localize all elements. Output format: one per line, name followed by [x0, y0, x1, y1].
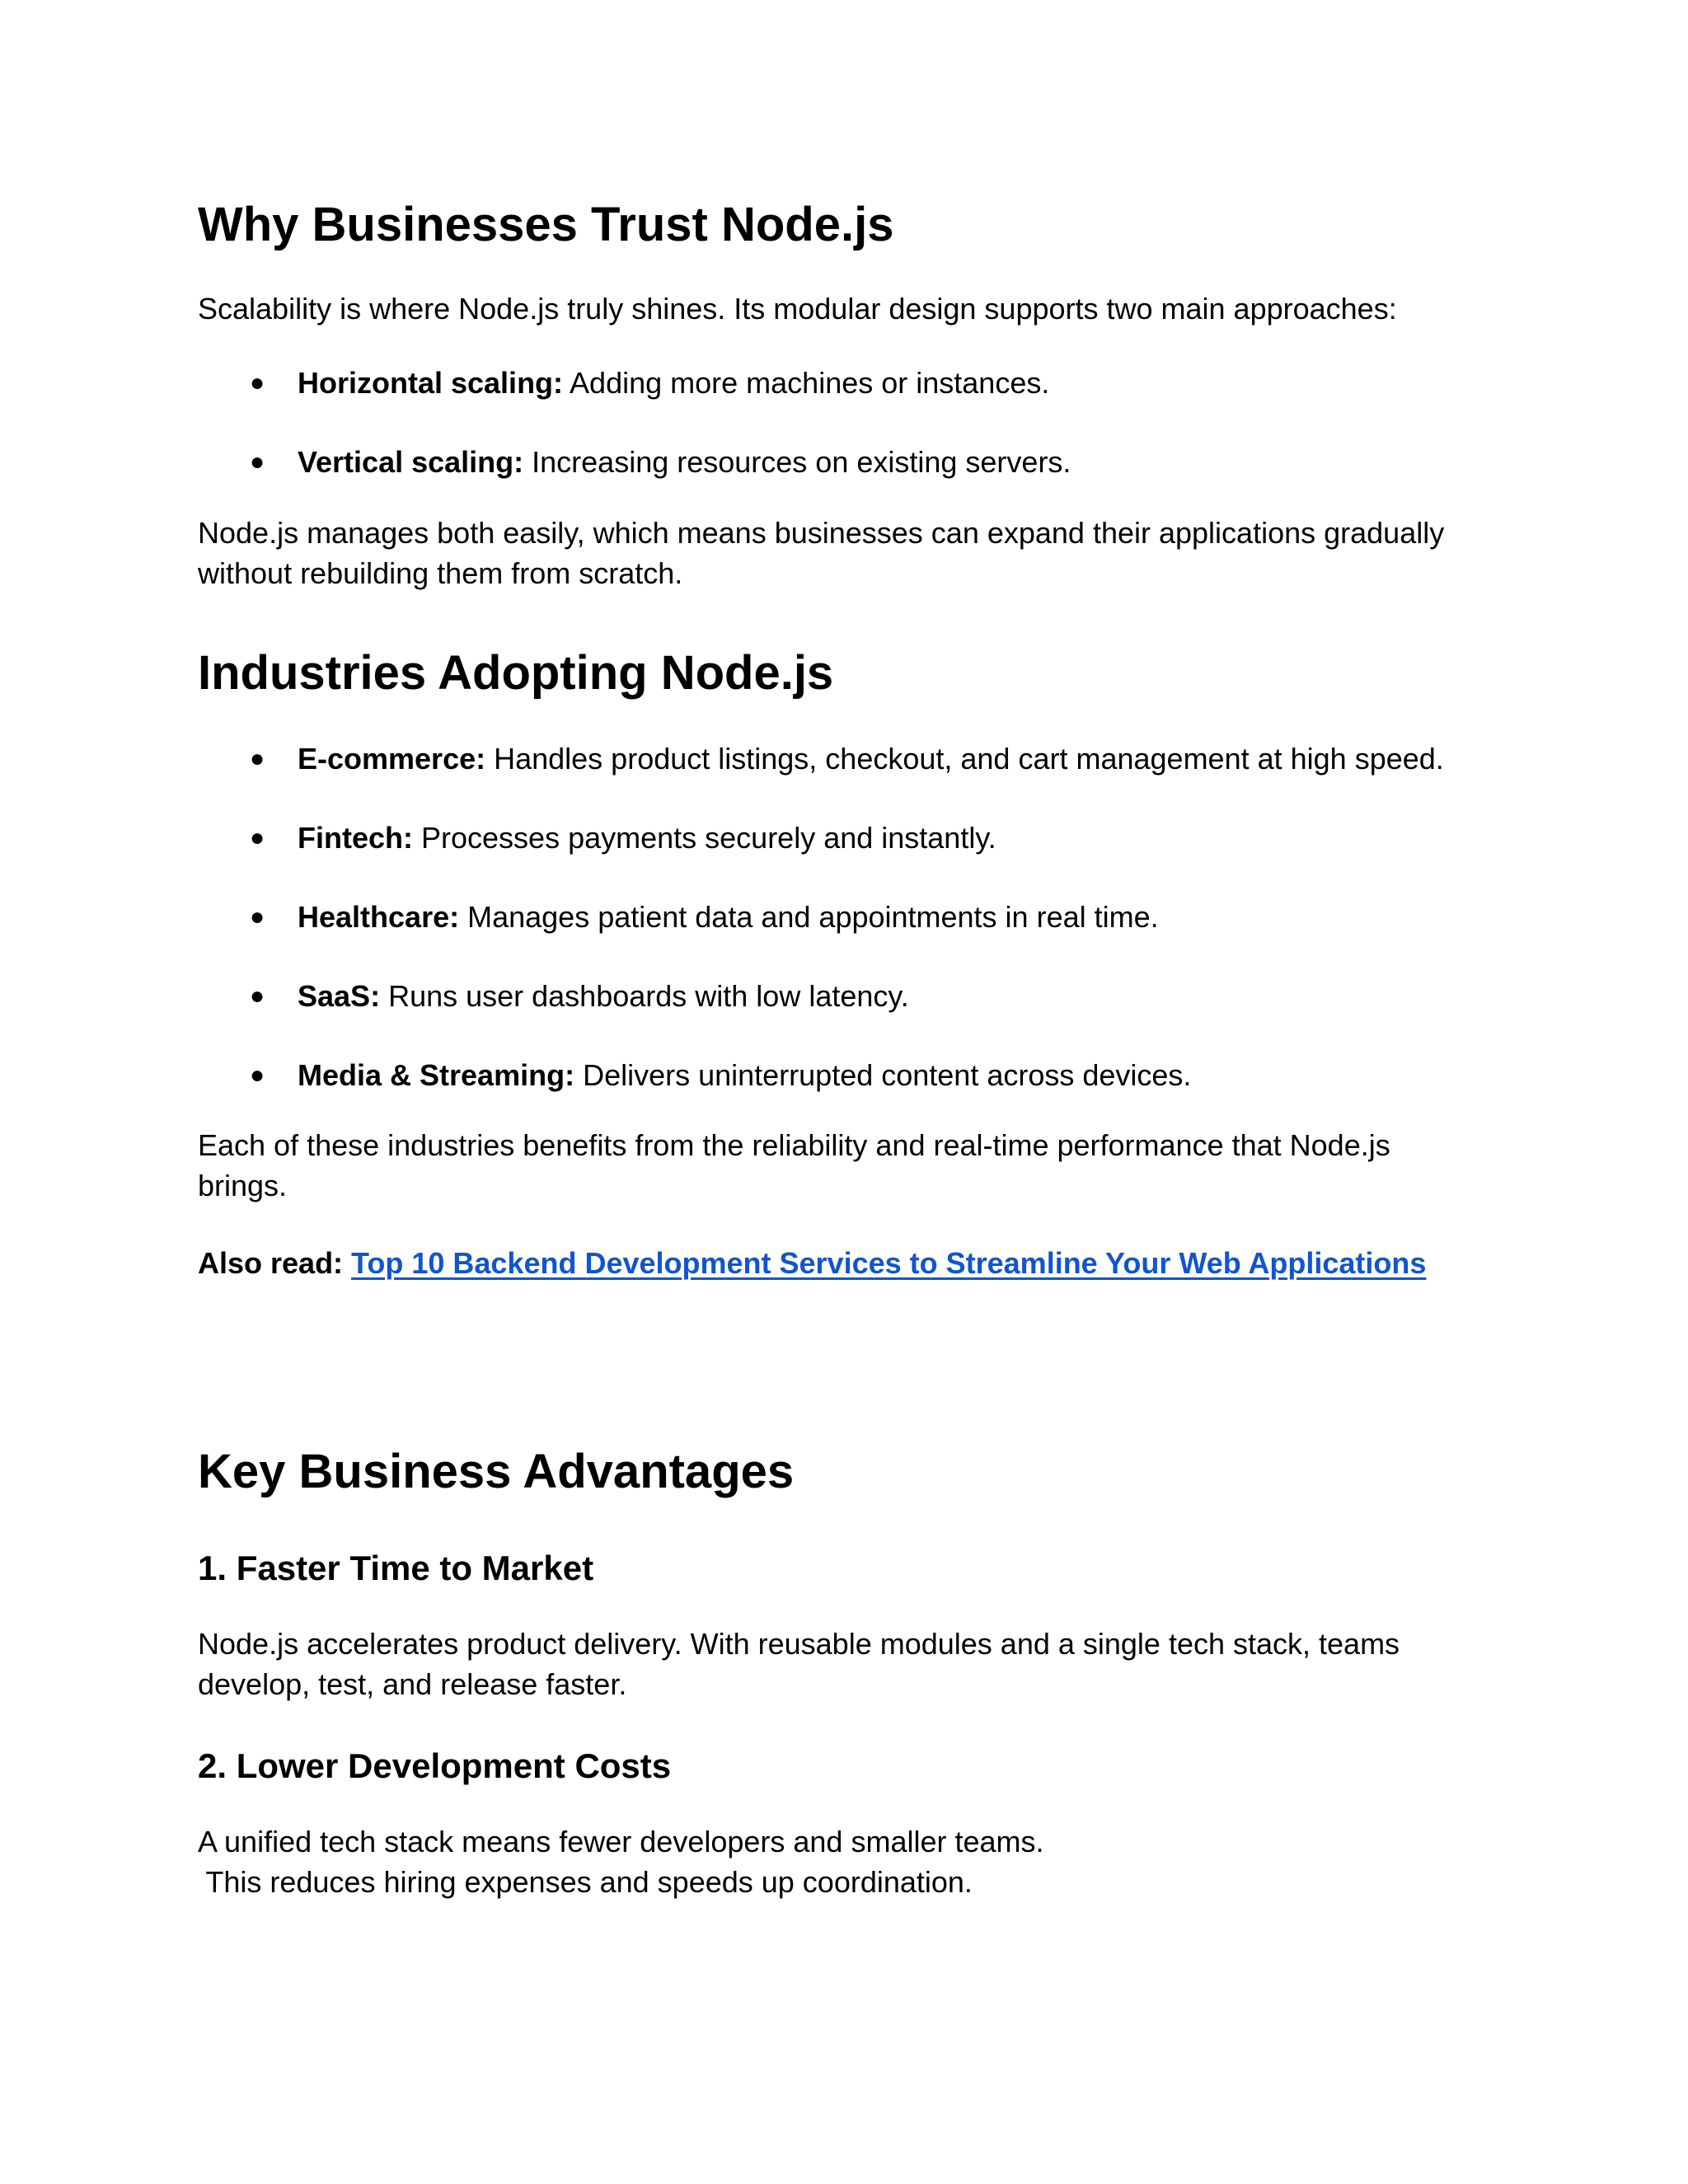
bullet-icon: ●	[250, 745, 265, 772]
bullet-label: Vertical scaling:	[298, 445, 524, 479]
subheading-faster-time-to-market: 1. Faster Time to Market	[198, 1549, 594, 1587]
also-read-label: Also read:	[198, 1246, 352, 1280]
section1-outro: Node.js manages both easily, which means businesses can expand their applications gradually without rebuilding them from scratch.	[198, 516, 1445, 590]
bullet-label: SaaS:	[298, 979, 381, 1013]
section-title-key-business-advantages: Key Business Advantages	[198, 1445, 795, 1498]
lower-development-costs-body: A unified tech stack means fewer developers and smaller teams. This reduces hiring expenses and speeds up coordination.	[198, 1825, 1044, 1899]
bullet-icon: ●	[250, 1062, 265, 1089]
also-read-link[interactable]: Top 10 Backend Development Services to Streamline Your Web Applications	[351, 1246, 1427, 1280]
bullet-description: Processes payments securely and instantly.	[413, 821, 996, 855]
bullet-label: Horizontal scaling:	[298, 366, 564, 400]
section-title-industries-adopting: Industries Adopting Node.js	[198, 646, 834, 700]
bullet-label: Healthcare:	[298, 900, 460, 934]
section2-outro: Each of these industries benefits from the reliability and real-time performance that Node.js brings.	[198, 1128, 1390, 1202]
bullet-description: Increasing resources on existing servers.	[523, 445, 1071, 479]
bullet-icon: ●	[250, 903, 265, 930]
section-title-why-businesses-trust: Why Businesses Trust Node.js	[198, 198, 894, 251]
bullet-description: Handles product listings, checkout, and cart management at high speed.	[485, 742, 1444, 776]
bullet-label: E-commerce:	[298, 742, 486, 776]
bullet-description: Runs user dashboards with low latency.	[380, 979, 909, 1013]
bullet-icon: ●	[250, 982, 265, 1010]
bullet-label: Fintech:	[298, 821, 413, 855]
section1-intro: Scalability is where Node.js truly shines. Its modular design supports two main approaches:	[198, 292, 1397, 326]
bullet-description: Manages patient data and appointments in real time.	[459, 900, 1159, 934]
subheading-lower-development-costs: 2. Lower Development Costs	[198, 1746, 672, 1785]
bullet-description: Adding more machines or instances.	[563, 366, 1050, 400]
bullet-label: Media & Streaming:	[298, 1058, 575, 1092]
bullet-icon: ●	[250, 448, 265, 476]
also-read	[198, 1243, 1426, 1283]
bullet-icon: ●	[250, 824, 265, 851]
faster-time-to-market-body: Node.js accelerates product delivery. With reusable modules and a single tech stack, teams develop, test, and release faster.	[198, 1627, 1400, 1701]
bullet-description: Delivers uninterrupted content across devices.	[574, 1058, 1192, 1092]
bullet-icon: ●	[250, 369, 265, 396]
